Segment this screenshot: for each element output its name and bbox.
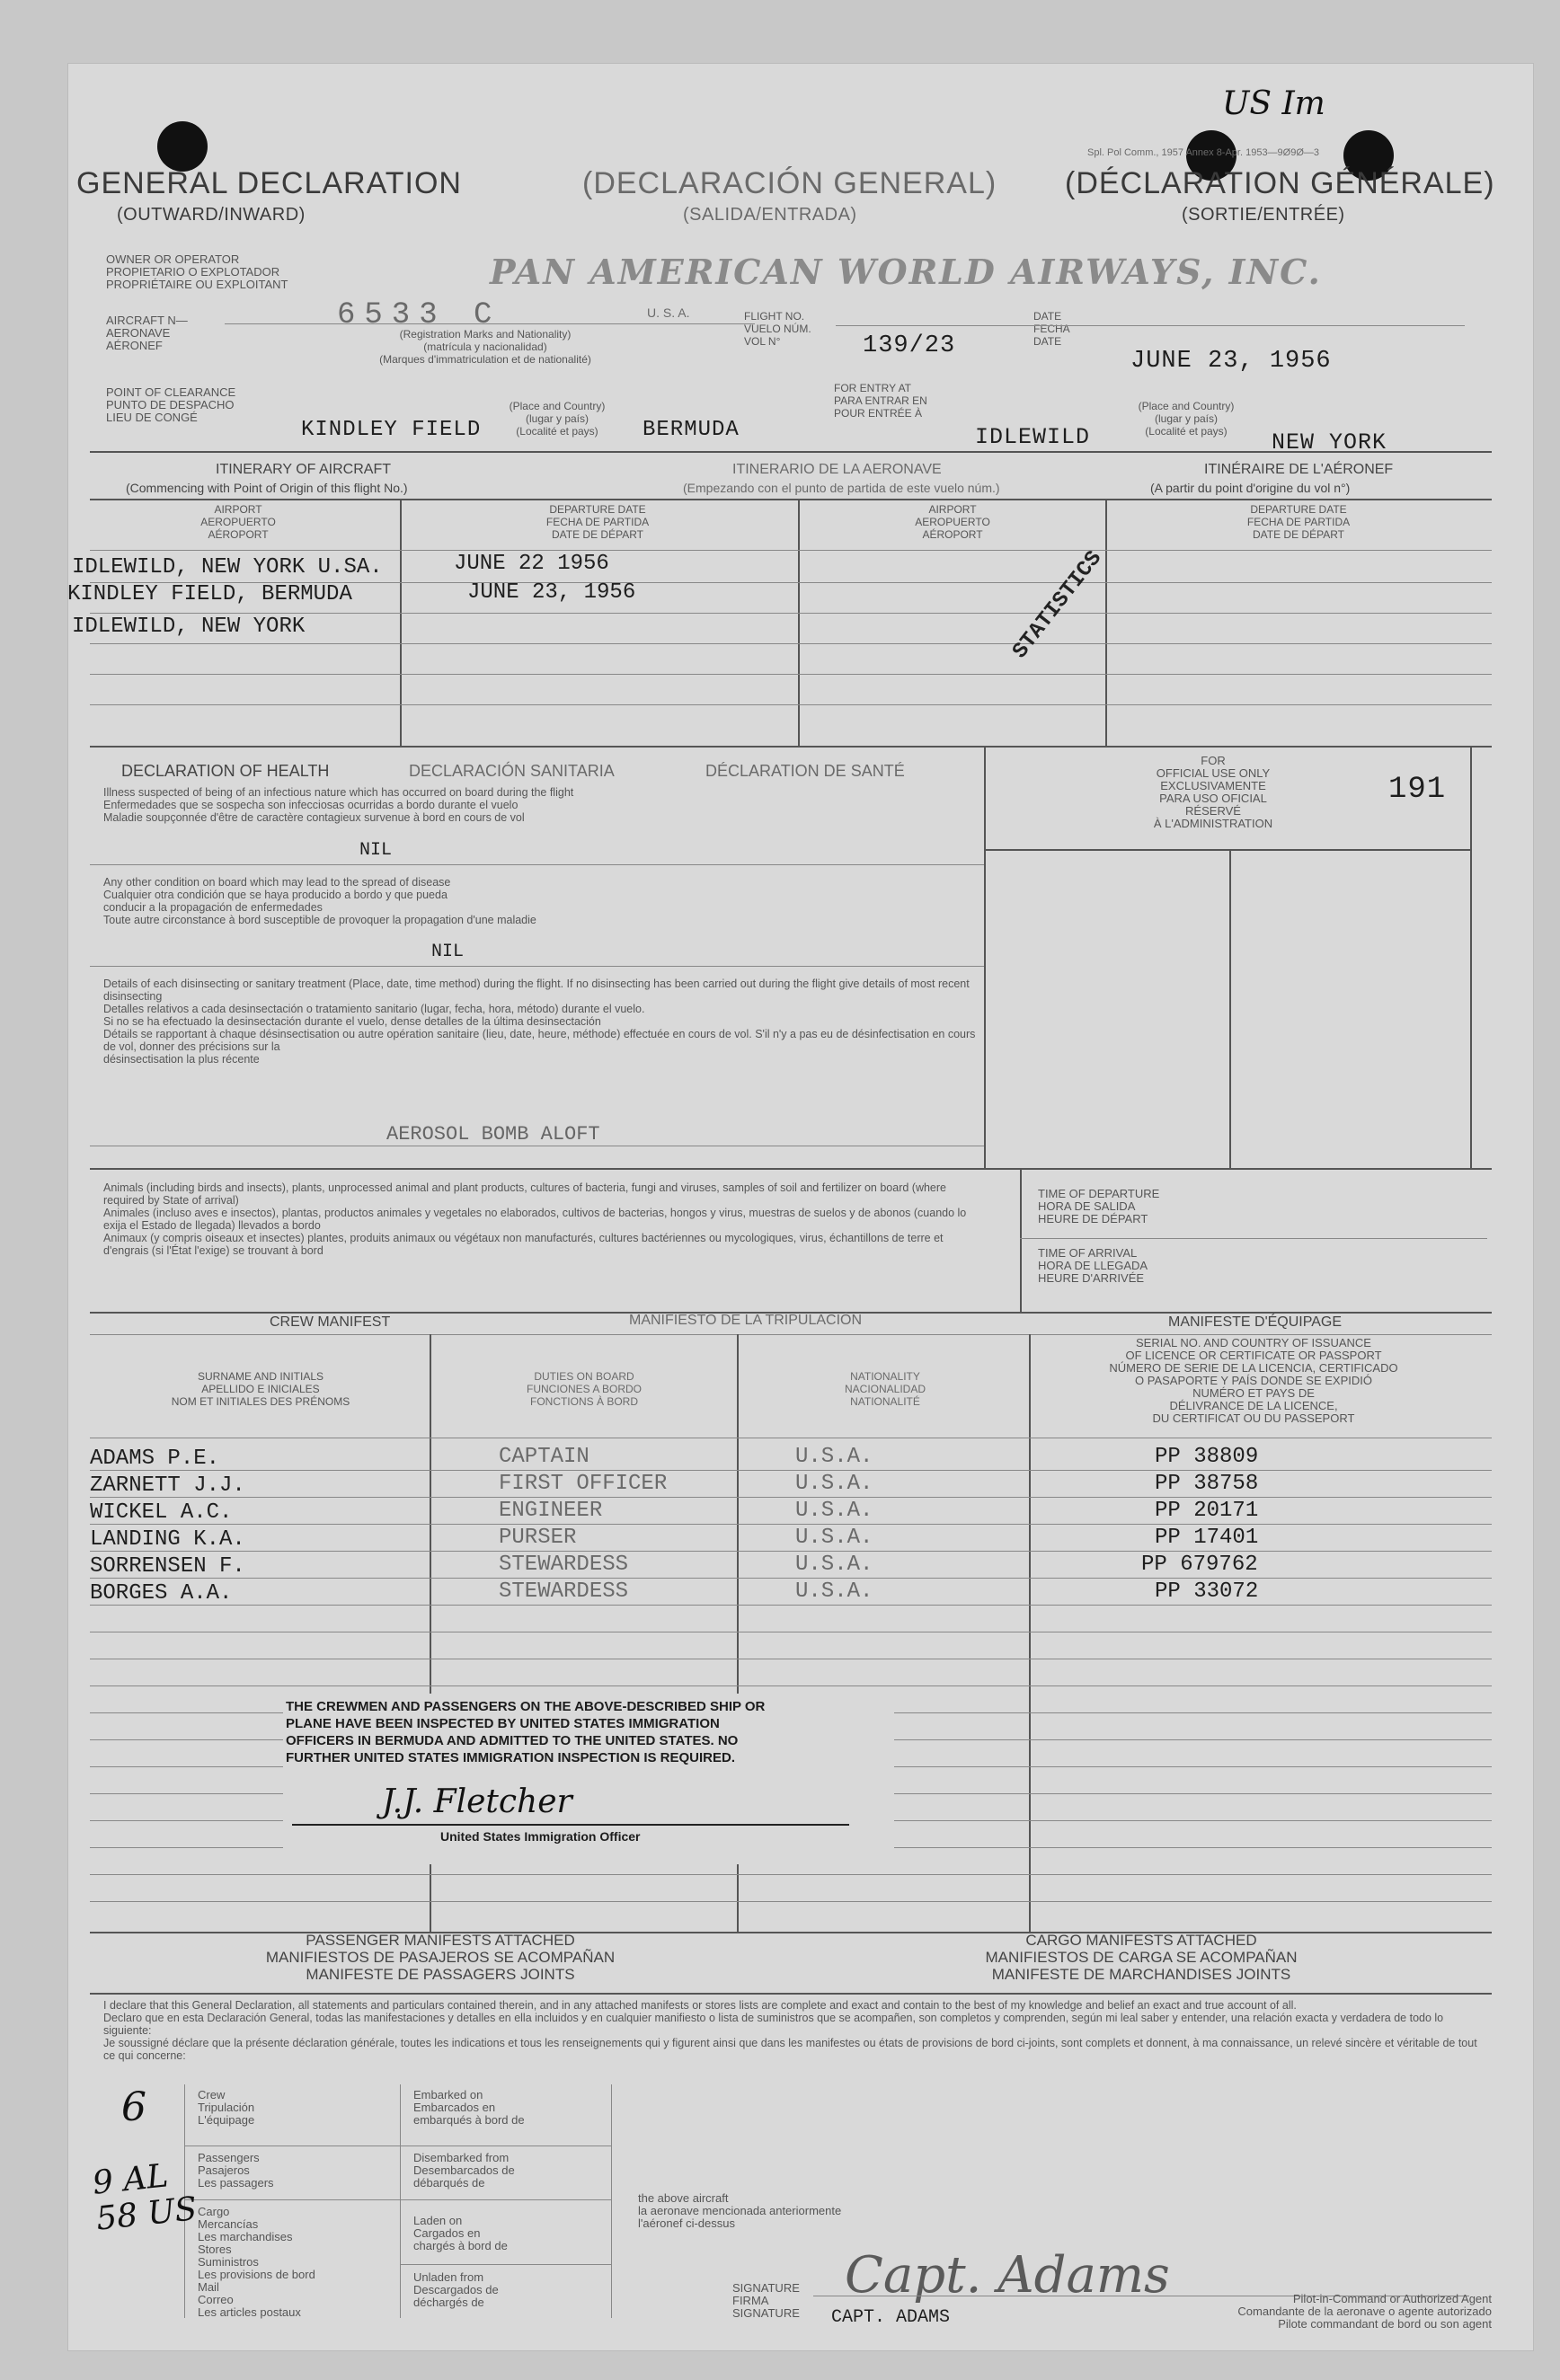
aircraft-label: AIRCRAFT N— AERONAVE AÉRONEF xyxy=(106,314,188,352)
crew-licence: PP 679762 xyxy=(1141,1553,1258,1577)
itinerary-header-line xyxy=(90,550,1492,551)
aircraft-country: U. S. A. xyxy=(647,305,690,320)
col-date-1: DEPARTURE DATE FECHA DE PARTIDA DATE DE DÉPART xyxy=(545,503,650,541)
flight-number: 139/23 xyxy=(863,332,956,359)
itinerary-date: JUNE 22 1956 xyxy=(454,552,609,576)
divider xyxy=(90,1993,1492,1995)
crew-col-duty: DUTIES ON BOARD FUNCIONES A BORDO FONCTIONS À BORD xyxy=(526,1370,643,1408)
crew-licence: PP 38758 xyxy=(1155,1472,1259,1496)
summary-laden: Laden on Cargados en chargés à bord de xyxy=(413,2214,508,2252)
cargo-manifests: CARGO MANIFESTS ATTACHED MANIFIESTOS DE CARGA SE ACOMPAÑAN MANIFESTE DE MARCHANDISES JOINTS xyxy=(985,1932,1298,1983)
signature-role: Pilot-in-Command or Authorized Agent Comandante de la aeronave o agente autorizado Pilote commandant de bord ou son agent xyxy=(1237,2292,1492,2331)
health-title-en: DECLARATION OF HEALTH xyxy=(121,762,330,780)
col-line xyxy=(798,499,800,746)
col-line xyxy=(400,499,402,746)
official-number: 191 xyxy=(1388,773,1447,807)
crew-name: LANDING K.A. xyxy=(90,1527,245,1552)
crew-licence: PP 20171 xyxy=(1155,1499,1259,1523)
aircraft-registration: 6533 C xyxy=(337,298,501,332)
date-line xyxy=(836,325,1465,326)
itinerary-airport: IDLEWILD, NEW YORK xyxy=(72,615,306,639)
col-line xyxy=(1105,499,1107,746)
crew-name: ZARNETT J.J. xyxy=(90,1473,245,1498)
health-title-es: DECLARACIÓN SANITARIA xyxy=(409,762,615,780)
crew-name: SORRENSEN F. xyxy=(90,1554,245,1579)
immigration-officer-label: United States Immigration Officer xyxy=(440,1829,641,1844)
title-en: GENERAL DECLARATION xyxy=(76,166,462,200)
signature-label: SIGNATURE FIRMA SIGNATURE xyxy=(732,2281,800,2320)
handwritten-crew-count: 6 xyxy=(121,2084,146,2130)
crew-col-nationality: NATIONALITY NACIONALIDAD NATIONALITÉ xyxy=(844,1370,926,1408)
crew-duty: STEWARDESS xyxy=(499,1579,629,1604)
summary-above-aircraft: the above aircraft la aeronave mencionada anteriormente l'aéronef ci-dessus xyxy=(638,2191,842,2230)
itinerary-title-es: ITINERARIO DE LA AERONAVE xyxy=(732,462,942,477)
date-label: DATE FECHA DATE xyxy=(1033,310,1070,348)
captain-signature: Capt. Adams xyxy=(845,2246,1170,2305)
crew-nationality: U.S.A. xyxy=(795,1553,873,1577)
immigration-stamp-text: THE CREWMEN AND PASSENGERS ON THE ABOVE-DESCRIBED SHIP OR PLANE HAVE BEEN INSPECTED BY UNITED STATES IMMIGRATION OFFICERS IN BERMUDA AND ADMITTED TO THE UNITED STATES. NO FURTHER UNITED STATES IMMIGRATION INSPECTION IS REQUIRED. xyxy=(286,1699,766,1765)
flight-label: FLIGHT NO. VUELO NÚM. VOL N° xyxy=(744,310,811,348)
clearance-place-note: (Place and Country) (lugar y país) (Localité et pays) xyxy=(509,400,606,438)
summary-embarked: Embarked on Embarcados en embarqués à bord de xyxy=(413,2088,525,2127)
title-en-sub: (OUTWARD/INWARD) xyxy=(117,205,306,225)
divider xyxy=(90,1168,1492,1170)
health-answer-2: NIL xyxy=(431,942,465,962)
col-date-2: DEPARTURE DATE FECHA DE PARTIDA DATE DE DÉPART xyxy=(1246,503,1351,541)
crew-name: WICKEL A.C. xyxy=(90,1500,233,1525)
title-es-sub: (SALIDA/ENTRADA) xyxy=(683,205,857,225)
crew-nationality: U.S.A. xyxy=(795,1445,873,1469)
divider xyxy=(90,746,1492,748)
entry-label: FOR ENTRY AT PARA ENTRAR EN POUR ENTRÉE À xyxy=(834,382,927,420)
col-line xyxy=(1470,746,1472,1168)
official-use-label: FOR OFFICIAL USE ONLY EXCLUSIVAMENTE PARA USO OFICIAL RÉSERVÉ À L'ADMINISTRATION xyxy=(1153,754,1273,830)
clearance-country: BERMUDA xyxy=(643,418,740,442)
crew-name: BORGES A.A. xyxy=(90,1581,233,1606)
immigration-signature: J.J. Fletcher xyxy=(382,1783,572,1820)
crew-col-licence: SERIAL NO. AND COUNTRY OF ISSUANCE OF LICENCE OR CERTIFICATE OR PASSPORT NÚMERO DE SERIE DE LA LICENCIA, CERTIFICADO O PASAPORTE Y PAÍS DONDE SE EXPIDIÓ NUMÉRO ET PAYS DE DÉLIVRANCE DE LA LICENCE, DU CERTIFICAT OU DU PASSEPORT xyxy=(1109,1336,1398,1425)
summary-unladen: Unladen from Descargados de déchargés de xyxy=(413,2270,499,2309)
official-reference: Spl. Pol Comm., 1957 Annex 8-Apr. 1953—9Ø9Ø—3 xyxy=(1087,147,1320,158)
crew-duty: FIRST OFFICER xyxy=(499,1472,668,1496)
crew-licence: PP 33072 xyxy=(1155,1579,1259,1604)
itinerary-sub-es: (Empezando con el punto de partida de este vuelo núm.) xyxy=(683,481,1000,495)
health-question-3: Details of each disinsecting or sanitary treatment (Place, date, time method) during the flight. If no disinsecting has been carried out during the flight give details of most recent disinsecting Detalles relativos a cada desinsectación o tratamiento sanitario (lugar, fecha, hora, método) durante el vuelo. Si no se ha efectuado la desinsectación durante el vuelo, dense detalles de la última desinsectación Détails se rapportant à chaque désinsectisation ou autre opération sanitaire (lieu, date, heure, méthode) effectuée en cours de vol. S'il n'y a pas eu de désinfectisation en cours de vol, donner des précisions sur la désinsectisation la plus récente xyxy=(103,978,976,1066)
crew-col-name: SURNAME AND INITIALS APELLIDO E INICIALES NOM ET INITIALES DES PRÉNOMS xyxy=(171,1370,350,1408)
col-airport-2: AIRPORT AEROPUERTO AÉROPORT xyxy=(915,503,990,541)
health-answer-3: AEROSOL BOMB ALOFT xyxy=(386,1123,600,1146)
statistics-stamp: STATISTICS xyxy=(1008,546,1107,664)
crew-nationality: U.S.A. xyxy=(795,1499,873,1523)
col-line xyxy=(1020,1168,1022,1312)
title-fr-sub: (SORTIE/ENTRÉE) xyxy=(1182,205,1345,225)
crew-licence: PP 38809 xyxy=(1155,1445,1259,1469)
aircraft-line xyxy=(225,323,755,324)
health-question-2: Any other condition on board which may lead to the spread of disease Cualquier otra condición que se haya producido a bordo y que pueda conducir a la propagación de enfermedades Toute autre circonstance à bord susceptible de provoquer la propagation d'une maladie xyxy=(103,876,536,926)
col-line xyxy=(1029,1334,1031,1932)
health-question-1: Illness suspected of being of an infectious nature which has occurred on board during the flight Enfermedades que se sospecha son infecciosas ocurridas a bordo durante el vuelo Maladie soupçonnée d'être de caractère contagieux survenue à bord en cours de vol xyxy=(103,786,574,824)
passenger-manifests: PASSENGER MANIFESTS ATTACHED MANIFIESTOS DE PASAJEROS SE ACOMPAÑAN MANIFESTE DE PASSAGERS JOINTS xyxy=(265,1932,616,1983)
crew-duty: PURSER xyxy=(499,1526,577,1550)
itinerary-sub-fr: (A partir du point d'origine du vol n°) xyxy=(1150,481,1351,495)
declaration-text: I declare that this General Declaration, all statements and particulars contained therein, and in any attached manifests or stores lists are complete and exact and contain to the best of my knowledge and belief an exact and true account of all. Declaro que en esta Declaración General, todas las manifestaciones y detalles en ella incluidos y en cualquier manifiesto o lista de suministros que se acompañen, son completos y comprenden, según mi leal saber y entender, una relación exacta y verdadera de todo lo siguiente: Je soussigné déclare que la présente déclaration générale, toutes les indications et tous les renseignements qui y figurent ainsi que dans les manifestes ou états de provisions de bord ci-joints, sont complets et donnent, à ma connaissance, un relevé sincère et véritable de tout ce qui concerne: xyxy=(103,1999,1477,2062)
summary-cargo: Cargo Mercancías Les marchandises Stores Suministros Les provisions de bord Mail Correo Les articles postaux xyxy=(198,2205,315,2319)
crew-title-en: CREW MANIFEST xyxy=(270,1314,391,1330)
crew-duty: STEWARDESS xyxy=(499,1553,629,1577)
itinerary-title-fr: ITINÉRAIRE DE L'AÉRONEF xyxy=(1204,462,1394,477)
col-line xyxy=(984,746,986,1168)
itinerary-airport: IDLEWILD, NEW YORK U.SA. xyxy=(72,555,383,580)
handwritten-note: US Im xyxy=(1222,85,1325,122)
crew-nationality: U.S.A. xyxy=(795,1579,873,1604)
punch-hole xyxy=(157,121,208,172)
col-airport-1: AIRPORT AEROPUERTO AÉROPORT xyxy=(200,503,276,541)
itinerary-title-en: ITINERARY OF AIRCRAFT xyxy=(216,462,391,477)
title-fr: (DÉCLARATION GÉNÉRALE) xyxy=(1065,166,1495,200)
summary-crew: Crew Tripulación L'équipage xyxy=(198,2088,255,2127)
owner-value: PAN AMERICAN WORLD AIRWAYS, INC. xyxy=(490,252,1322,292)
animals-text: Animals (including birds and insects), plants, unprocessed animal and plant products, cultures of bacteria, fungi and viruses, samples of soil and fertilizer on board (where required by State of arrival) Animales (incluso aves e insectos), plantas, productos animales y vegetales no elaborados, cultivos de bacterias, hongos y virus, muestras de suelos y de abonos (cuando lo exija el Estado de llegada) llevados a bordo Animaux (y compris oiseaux et insectes) plantes, produits animaux ou végétaux non manufacturés, cultures bactériennes ou mycologiques, virus, échantillons de terre et d'engrais (si l'État l'exige) se trouvant à bord xyxy=(103,1181,967,1257)
owner-label: OWNER OR OPERATOR PROPIETARIO O EXPLOTADOR PROPRIÉTAIRE OU EXPLOITANT xyxy=(106,252,288,291)
crew-duty: CAPTAIN xyxy=(499,1445,589,1469)
title-es: (DECLARACIÓN GENERAL) xyxy=(582,166,997,200)
itinerary-date: JUNE 23, 1956 xyxy=(467,580,636,605)
clearance-value: KINDLEY FIELD xyxy=(301,418,482,442)
registration-note: (Registration Marks and Nationality) (matrícula y nacionalidad) (Marques d'immatriculation et de nationalité) xyxy=(379,328,591,366)
crew-name: ADAMS P.E. xyxy=(90,1447,220,1471)
captain-typed-name: CAPT. ADAMS xyxy=(831,2307,951,2328)
itinerary-airport: KINDLEY FIELD, BERMUDA xyxy=(67,582,352,606)
crew-nationality: U.S.A. xyxy=(795,1472,873,1496)
entry-place-note: (Place and Country) (lugar y país) (Localité et pays) xyxy=(1138,400,1235,438)
handwritten-passenger-count: 9 AL 58 US xyxy=(91,2157,199,2238)
summary-disembarked: Disembarked from Desembarcados de débarqués de xyxy=(413,2151,515,2190)
divider xyxy=(90,451,1492,453)
crew-licence: PP 17401 xyxy=(1155,1526,1259,1550)
flight-date: JUNE 23, 1956 xyxy=(1130,348,1332,375)
crew-title-fr: MANIFESTE D'ÉQUIPAGE xyxy=(1168,1314,1343,1330)
itinerary-sub-en: (Commencing with Point of Origin of this flight No.) xyxy=(126,481,408,495)
crew-nationality: U.S.A. xyxy=(795,1526,873,1550)
crew-duty: ENGINEER xyxy=(499,1499,603,1523)
crew-title-es: MANIFIESTO DE LA TRIPULACIÓN xyxy=(629,1313,863,1328)
time-of-arrival: TIME OF ARRIVAL HORA DE LLEGADA HEURE D'ARRIVÉE xyxy=(1038,1246,1148,1285)
entry-country: NEW YORK xyxy=(1272,429,1387,456)
health-title-fr: DÉCLARATION DE SANTÉ xyxy=(705,762,905,780)
summary-passengers: Passengers Pasajeros Les passagers xyxy=(198,2151,274,2190)
health-answer-1: NIL xyxy=(359,840,393,861)
entry-value: IDLEWILD xyxy=(975,424,1091,450)
clearance-label: POINT OF CLEARANCE PUNTO DE DESPACHO LIEU DE CONGÉ xyxy=(106,385,236,424)
time-of-departure: TIME OF DEPARTURE HORA DE SALIDA HEURE DE DÉPART xyxy=(1038,1187,1160,1225)
divider xyxy=(90,499,1492,500)
